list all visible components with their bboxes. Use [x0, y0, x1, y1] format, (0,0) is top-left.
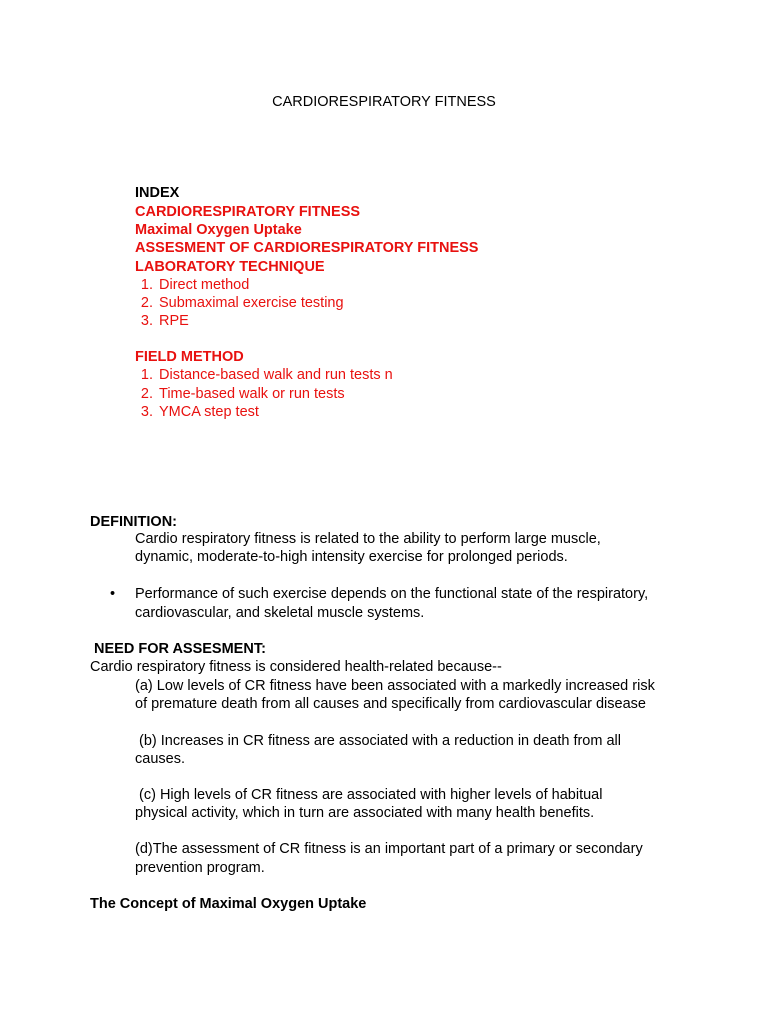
field-item-text: Time-based walk or run tests — [159, 386, 345, 402]
index-heading: INDEX — [135, 185, 180, 201]
field-item-text: Distance-based walk and run tests n — [159, 367, 393, 383]
need-point-c-line1: (c) High levels of CR fitness are associated with higher levels of habitual — [135, 787, 603, 803]
lab-item-text: Direct method — [159, 277, 250, 293]
index-heading-cardio: CARDIORESPIRATORY FITNESS — [135, 204, 361, 220]
need-point-c-line2: physical activity, which in turn are associated with many health benefits. — [135, 805, 595, 821]
index-heading-lab-technique: LABORATORY TECHNIQUE — [135, 259, 325, 275]
lab-item — [131, 312, 189, 331]
need-intro: Cardio respiratory fitness is considered health-related because-- — [90, 659, 502, 675]
bullet-line: cardiovascular, and skeletal muscle systems. — [135, 605, 425, 621]
lab-item — [131, 276, 249, 295]
need-point-a-line1: (a) Low levels of CR fitness have been associated with a markedly increased risk — [135, 678, 655, 694]
need-heading: NEED FOR ASSESMENT: — [90, 641, 266, 657]
definition-heading: DEFINITION: — [90, 514, 177, 530]
page-title: CARDIORESPIRATORY FITNESS — [272, 94, 496, 110]
lab-item-text: Submaximal exercise testing — [159, 295, 344, 311]
lab-item-number: 2. — [140, 295, 153, 311]
lab-item — [131, 294, 344, 313]
definition-line: dynamic, moderate-to-high intensity exercise for prolonged periods. — [135, 549, 568, 565]
field-item-text: YMCA step test — [159, 404, 259, 420]
need-point-b-line2: causes. — [135, 751, 185, 767]
definition-line: Cardio respiratory fitness is related to the ability to perform large muscle, — [135, 531, 601, 547]
index-heading-assessment: ASSESMENT OF CARDIORESPIRATORY FITNESS — [135, 240, 479, 256]
field-item — [131, 385, 345, 404]
field-item-number: 2. — [140, 386, 153, 402]
field-item — [131, 403, 259, 422]
lab-item-text: RPE — [159, 313, 189, 329]
concept-heading: The Concept of Maximal Oxygen Uptake — [90, 896, 367, 912]
index-heading-vo2max: Maximal Oxygen Uptake — [135, 222, 302, 238]
need-point-b-line1: (b) Increases in CR fitness are associated with a reduction in death from all — [135, 733, 621, 749]
field-item — [131, 366, 393, 385]
need-point-d-line2: prevention program. — [135, 860, 265, 876]
need-point-d-line1: (d)The assessment of CR fitness is an important part of a primary or secondary — [135, 841, 643, 857]
lab-item-number: 1. — [140, 277, 153, 293]
need-point-a-line2: of premature death from all causes and specifically from cardiovascular disease — [135, 696, 646, 712]
field-method-heading: FIELD METHOD — [135, 349, 244, 365]
field-item-number: 1. — [140, 367, 153, 383]
bullet-line: Performance of such exercise depends on the functional state of the respiratory, — [135, 586, 649, 602]
field-item-number: 3. — [140, 404, 153, 420]
lab-item-number: 3. — [140, 313, 153, 329]
bullet-icon: • — [110, 586, 116, 602]
